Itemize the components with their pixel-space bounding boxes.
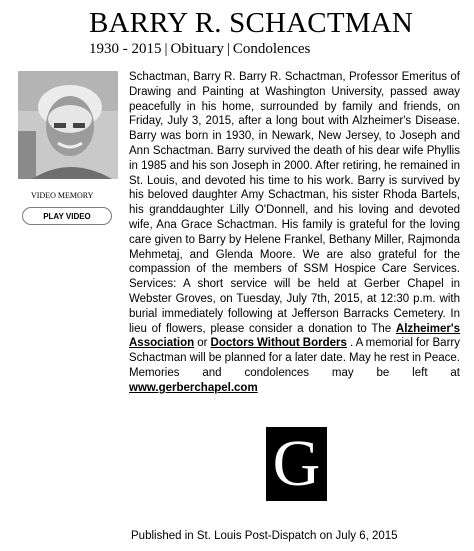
alzheimers-association-link[interactable]: Alzheimer's Association: [129, 322, 460, 350]
published-note: Published in St. Louis Post-Dispatch on July 6, 2015: [131, 530, 398, 542]
gerber-chapel-link[interactable]: www.gerberchapel.com: [129, 381, 258, 394]
obituary-text-or: or: [197, 337, 208, 350]
separator: |: [226, 41, 230, 57]
condolences-link[interactable]: Condolences: [232, 41, 311, 57]
obituary-text-part-1: Schactman, Barry R. Barry R. Schactman, Professor Emeritus of Drawing and Painting at Washington University, passed away peacefully in his home, surrounded by family and friends, on Friday, July 3, 2015, after a long bout with Alzheimer's Disease. Barry was born in 1930, in Newark, New Jersey, to Joseph and Ann Schactman. Barry survived the death of his dear wife Phyllis in 1985 and his son Joseph in 2000. After retiring, he remained in St. Louis, and devoted his time to his work. Barry is survived by his beloved daughter Amy Schactman, his sister Rhoda Bartels, his granddaughter Lilly O'Donnell, and his loving and devoted wife, Ana Grace Schactman. His family is grateful for the loving care given to Barry by Helene Frankel, Bethany Miller, Rajmonda Mehmetaj, and Glenda Moore. We are also grateful for the compassion of the members of SSM Hospice Care Services. Services: A short service will be held at Gerber Chapel in Webster Groves, on Tuesday, July 7th, 2015, at 12:30 p.m. with burial immediately following at Jefferson Barracks Cemetery. In lieu of flowers, please consider a donation to The: [129, 71, 460, 335]
subtitle-bar: [89, 40, 310, 58]
gerber-chapel-logo: G: [266, 427, 327, 501]
page-title: BARRY R. SCHACTMAN: [89, 7, 414, 39]
doctors-without-borders-link[interactable]: Doctors Without Borders: [210, 337, 347, 350]
obituary-link[interactable]: Obituary: [170, 41, 224, 57]
portrait-image: [18, 71, 118, 179]
obituary-text-part-2: . A memorial for Barry Schactman will be planned for a later date. May he rest in Peace. Memories and condolences may be left at: [129, 337, 460, 379]
portrait-photo: [18, 71, 118, 179]
separator: |: [164, 41, 168, 57]
play-video-button[interactable]: PLAY VIDEO: [22, 207, 112, 225]
obituary-text: [129, 70, 460, 396]
video-memory-label: VIDEO MEMORY: [31, 191, 94, 200]
life-years: 1930 - 2015: [89, 41, 162, 57]
